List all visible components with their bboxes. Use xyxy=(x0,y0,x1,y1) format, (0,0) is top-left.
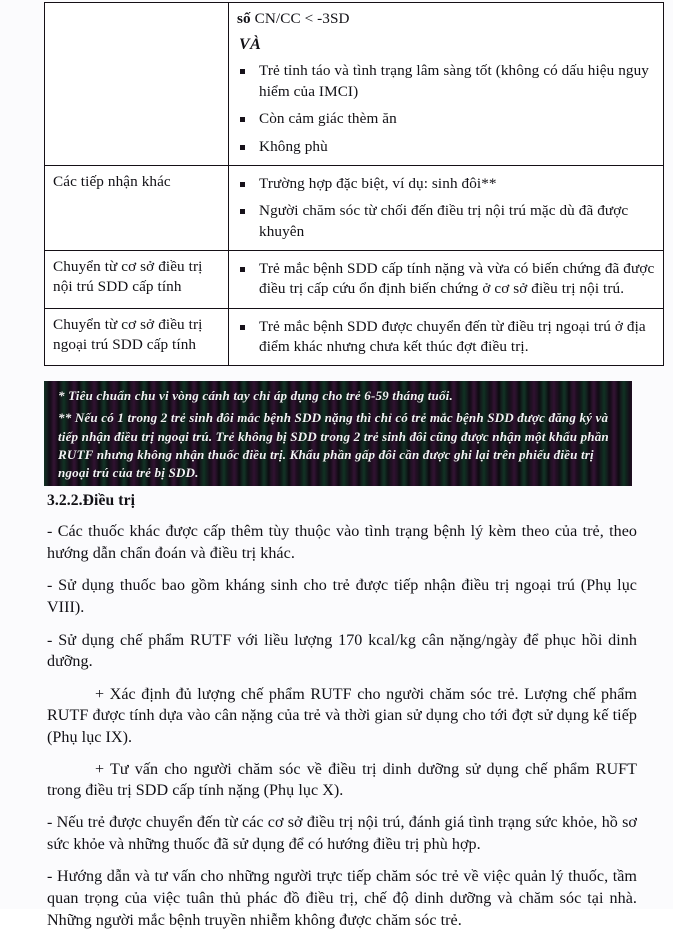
list-item: Không phù xyxy=(237,137,656,157)
footnote-block xyxy=(44,381,632,486)
criterion-lead-bold: số xyxy=(237,10,251,27)
list-item: Người chăm sóc từ chối đến điều trị nội trú mặc dù đã được khuyên xyxy=(237,201,656,242)
table-cell-detail xyxy=(229,165,664,250)
paragraph-indented: + Tư vấn cho người chăm sóc về điều trị dinh dưỡng sử dụng chế phẩm RUFT trong điều trị SDD cấp tính nặng (Phụ lục X). xyxy=(47,760,637,800)
table-cell-label xyxy=(45,165,229,250)
row-label-text: Các tiếp nhận khác xyxy=(53,172,171,190)
criterion-bullet-list xyxy=(237,174,656,242)
footnote-double-asterisk: ** Nếu có 1 trong 2 trẻ sinh đôi mắc bệnh SDD nặng thì chỉ có trẻ mắc bệnh SDD được đăng ký và tiếp nhận điều trị ngoại trú. Trẻ không bị SDD trong 2 trẻ sinh đôi cũng được nhận một khẩu phần RUTF nhưng không nhận thuốc điều trị. Khẩu phần gấp đôi cần được ghi lại trên phiếu điều trị ngoại trú của trẻ bị SDD. xyxy=(58,410,609,481)
criterion-lead-line xyxy=(237,9,656,30)
list-item: Trẻ tỉnh táo và tình trạng lâm sàng tốt (không có dấu hiệu nguy hiểm của IMCI) xyxy=(237,61,656,102)
admission-criteria-table xyxy=(44,2,664,366)
criterion-bullet-list xyxy=(237,317,656,358)
footnote-single-asterisk: * Tiêu chuẩn chu vi vòng cánh tay chỉ áp dụng cho trẻ 6-59 tháng tuổi. xyxy=(58,388,453,403)
table-row xyxy=(45,250,664,308)
list-item: Trường hợp đặc biệt, ví dụ: sinh đôi** xyxy=(237,174,656,194)
paragraph: - Sử dụng chế phẩm RUTF với liều lượng 170 kcal/kg cân nặng/ngày để phục hồi dinh dưỡng. xyxy=(47,631,637,671)
list-item: Trẻ mắc bệnh SDD được chuyển đến từ điều trị ngoại trú ở địa điểm khác nhưng chưa kết thúc đợt điều trị. xyxy=(237,317,656,358)
table-cell-detail xyxy=(229,3,664,166)
table-cell-detail xyxy=(229,308,664,366)
paragraph: - Các thuốc khác được cấp thêm tùy thuộc vào tình trạng bệnh lý kèm theo của trẻ, theo hướng dẫn chẩn đoán và điều trị khác. xyxy=(47,523,637,562)
table-cell-detail xyxy=(229,250,664,308)
table-row xyxy=(45,165,664,250)
section-heading: 3.2.2.Điều trị xyxy=(47,492,136,509)
criterion-bullet-list xyxy=(237,259,656,300)
table-row xyxy=(45,3,664,166)
criterion-bullet-list xyxy=(237,61,656,156)
conjunction-va: VÀ xyxy=(239,35,262,53)
paragraph: - Nếu trẻ được chuyển đến từ các cơ sở điều trị nội trú, đánh giá tình trạng sức khỏe, hồ sơ sức khỏe và những thuốc đã sử dụng để có hướng điều trị phù hợp. xyxy=(47,814,637,853)
paragraph: - Hướng dẫn và tư vấn cho những người trực tiếp chăm sóc trẻ về việc quản lý thuốc, tầm quan trọng của việc tuân thủ phác đồ điều trị, chế độ dinh dưỡng và chăm sóc tại nhà. Những người mắc bệnh truyền nhiễm không được chăm sóc trẻ. xyxy=(47,868,637,929)
row-label-text: Chuyển từ cơ sở điều trị ngoại trú SDD cấp tính xyxy=(53,315,203,354)
paragraph: - Sử dụng thuốc bao gồm kháng sinh cho trẻ được tiếp nhận điều trị ngoại trú (Phụ lục VIII). xyxy=(47,577,637,616)
table-row xyxy=(45,308,664,366)
list-item: Còn cảm giác thèm ăn xyxy=(237,109,656,129)
row-label-text: Chuyển từ cơ sở điều trị nội trú SDD cấp tính xyxy=(53,257,203,296)
criterion-lead-rest: CN/CC < -3SD xyxy=(250,10,350,27)
list-item: Trẻ mắc bệnh SDD cấp tính nặng và vừa có biến chứng đã được điều trị cấp cứu ổn định biến chứng ở cơ sở điều trị nội trú. xyxy=(237,259,656,300)
section-body xyxy=(47,492,637,931)
paragraph-indented: + Xác định đủ lượng chế phẩm RUTF cho người chăm sóc trẻ. Lượng chế phẩm RUTF được tính dựa vào cân nặng của trẻ và thời gian sử dụng cho tới đợt sử dụng kế tiếp (Phụ lục IX). xyxy=(47,685,637,747)
table-cell-label xyxy=(45,250,229,308)
table-cell-label xyxy=(45,3,229,166)
table-cell-label xyxy=(45,308,229,366)
